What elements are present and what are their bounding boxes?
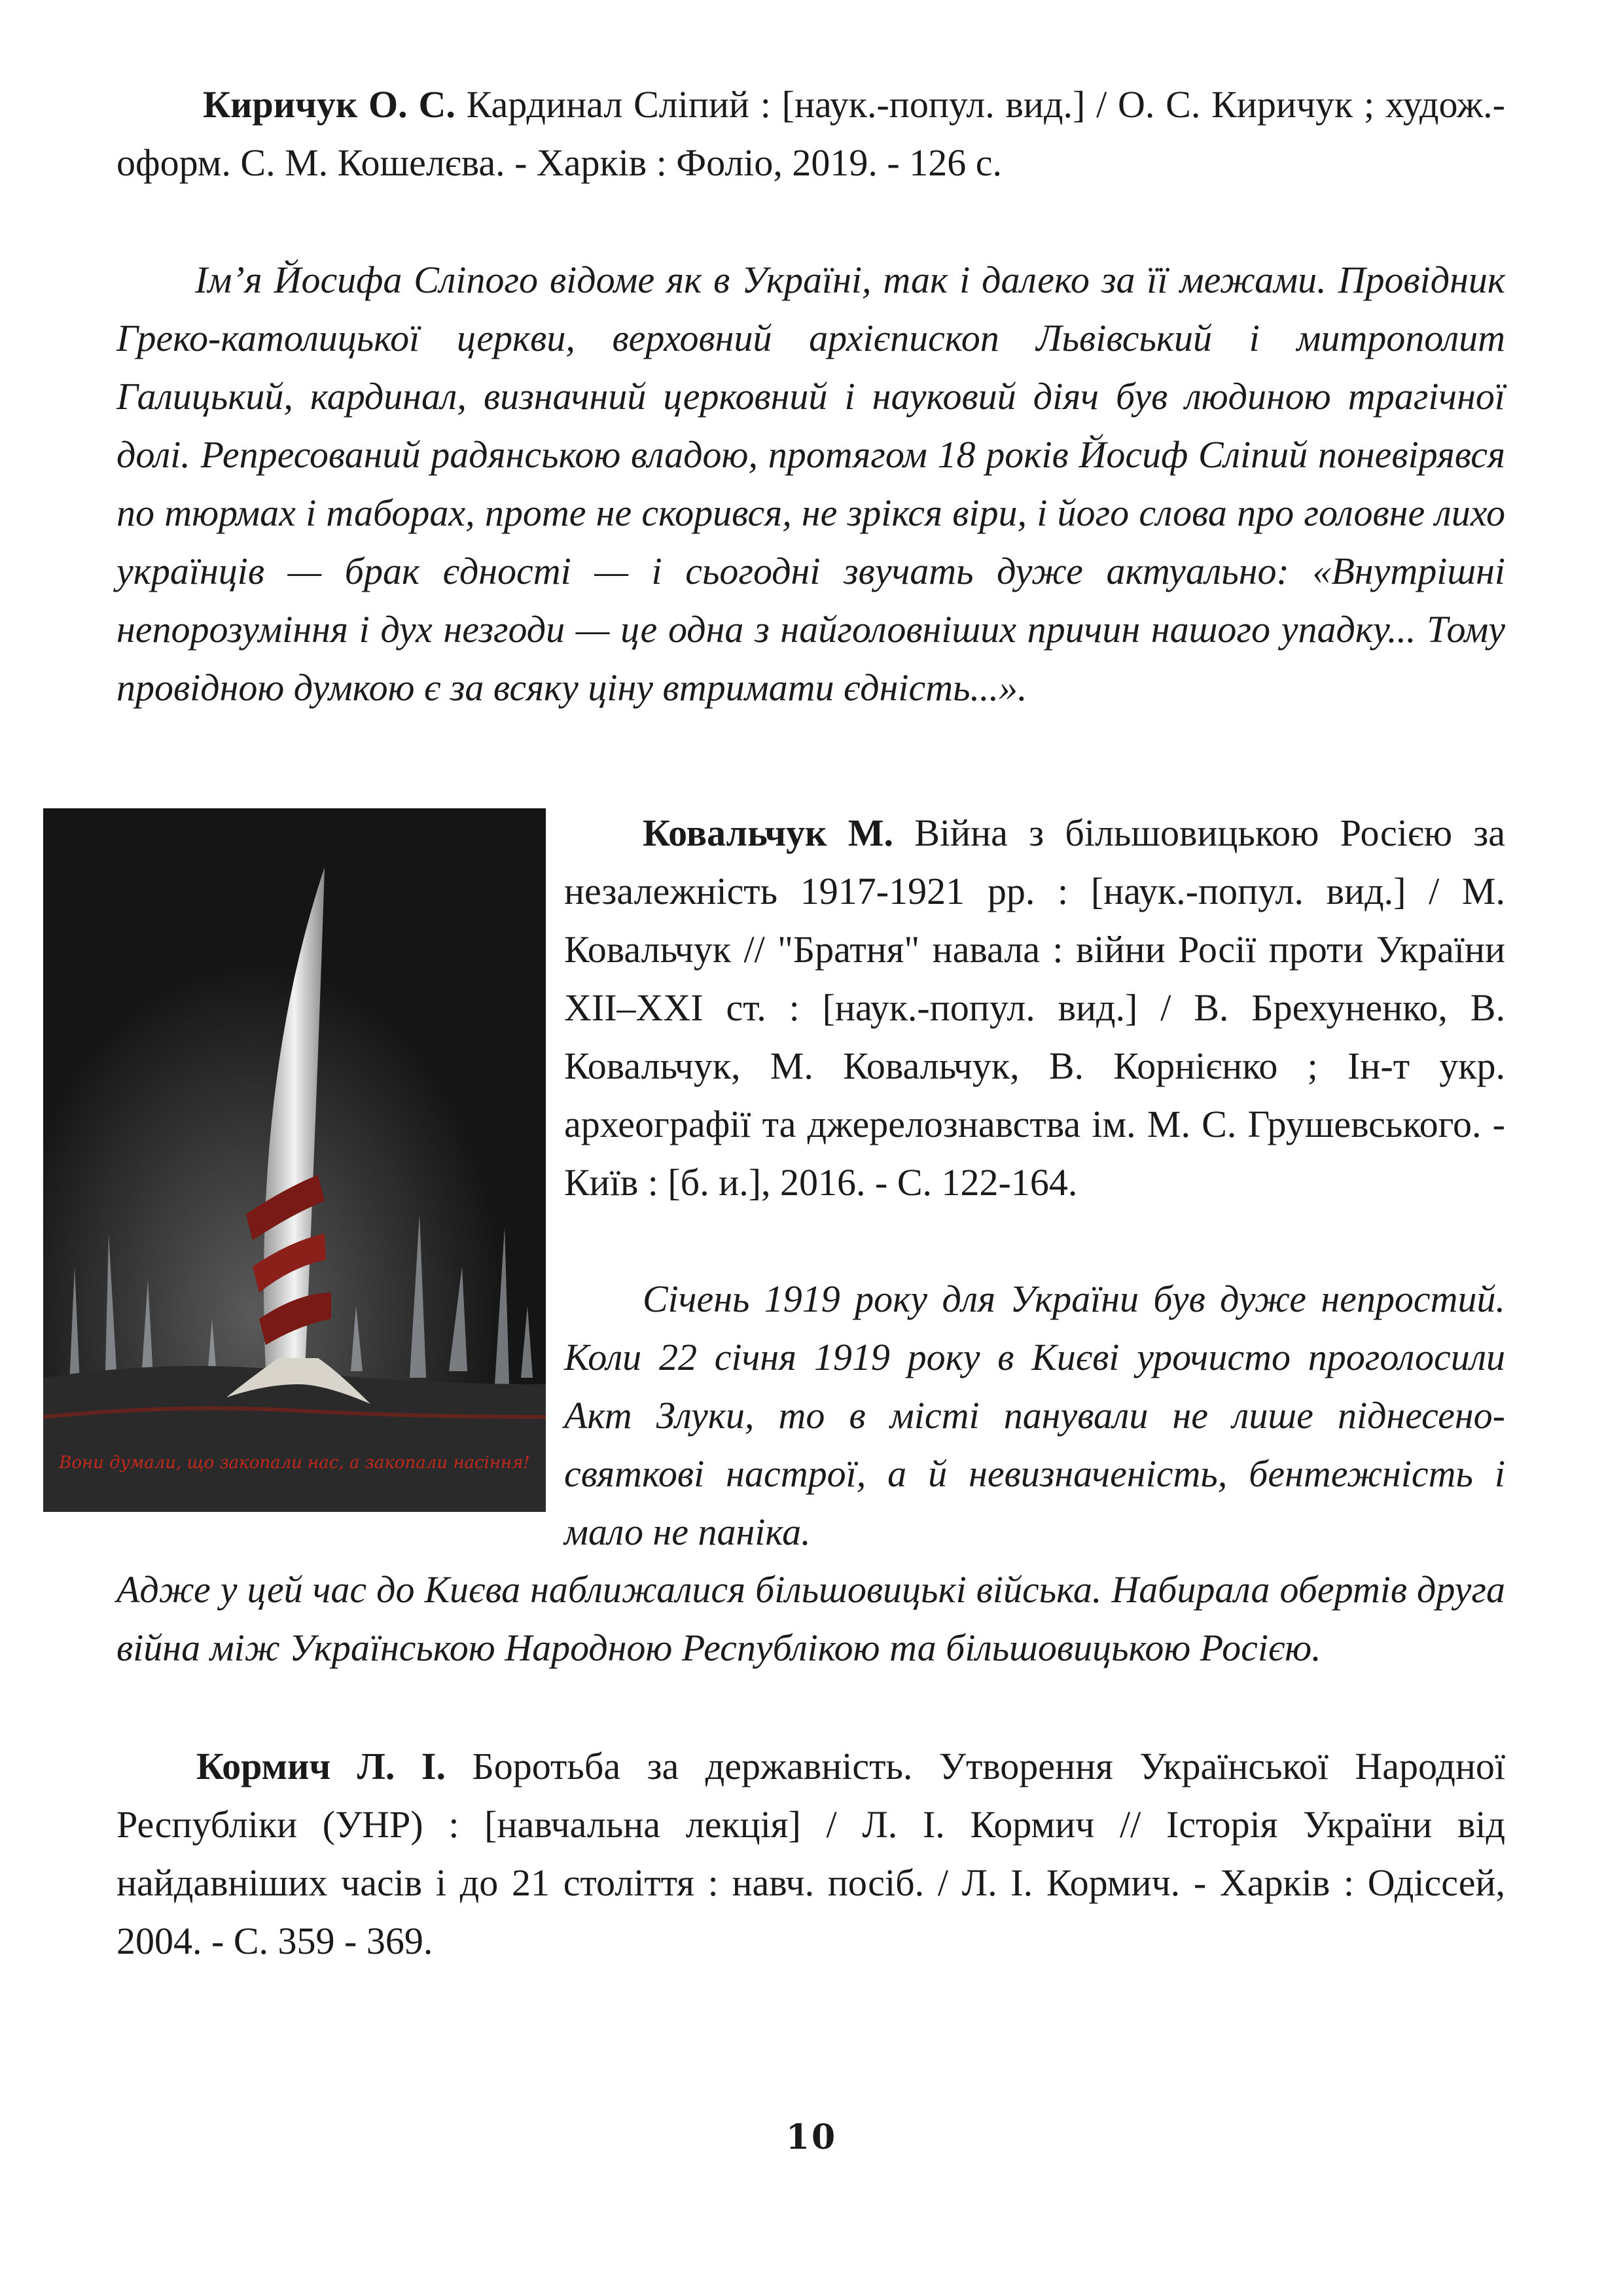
entry-kyrychuk-annotation: Ім’я Йосифа Сліпого відоме як в Україні, так і далеко за її межами. Провідник Греко-католицької церкви, верховний архієпископ Львівський і митрополит Галицький, кардинал, визначний церковний і науковий діяч був людиною трагічної долі. Репресований радянською владою, протягом 18 років Йосиф Сліпий поневірявся по тюрмах і таборах, проте не скорився, не зрікся віри, і його слова про головне лихо українців — брак єдності — і сьогодні звучать дуже актуально: «Внутрішні непорозуміння і дух незгоди — це одна з найголовніших причин нашого упадку... Тому провідною думкою є за всяку ціну втримати єдність...». <box>116 259 1505 709</box>
entry-kormych-citation <box>116 1737 1505 1970</box>
page-number: 10 <box>785 2117 838 2157</box>
citation-text: Війна з більшовицькою Росією за незалежність 1917-1921 рр. : [наук.-попул. вид.] / М. Ковальчук // "Братня" навала : війни Росії проти України XII–XXI ст. : [наук.-попул. вид.] / В. Брехуненко, В. Ковальчук, М. Ковальчук, В. Корнієнко ; Ін-т укр. археографії та джерелознавства ім. М. С. Грушевського. - Київ : [б. и.], 2016. - С. 122-164. <box>564 812 1505 1204</box>
author-name: Кормич Л. І. <box>196 1745 446 1787</box>
author-name: Киричук О. С. <box>203 83 455 126</box>
entry-kovalchuk-citation <box>564 804 1505 1211</box>
author-name: Ковальчук М. <box>643 812 893 854</box>
entry-kyrychuk-citation <box>116 75 1505 192</box>
cover-caption: Вони думали, що закопали нас, а закопали насіння! <box>59 1453 530 1473</box>
entry-kovalchuk-annotation-part1: Січень 1919 року для України був дуже непростий. Коли 22 січня 1919 року в Києві урочисто проголосили Акт Злуки, то в місті панували не лише піднесено-святкові настрої, а й невизначеність, бентежність і мало не паніка. <box>564 1278 1505 1553</box>
book-cover-image <box>43 808 546 1512</box>
citation-text: Кардинал Сліпий : [наук.-попул. вид.] / О. С. Киричук ; худож.-оформ. С. М. Кошелєва. - Харків : Фоліо, 2019. - 126 с. <box>116 83 1505 184</box>
cover-illustration <box>43 808 546 1512</box>
entry-kovalchuk-annotation-part2: Адже у цей час до Києва наближалися більшовицькі війська. Набирала обертів друга війна між Українською Народною Республікою та більшовицькою Росією. <box>116 1568 1505 1669</box>
citation-text: Боротьба за державність. Утворення Української Народної Республіки (УНР) : [навчальна лекція] / Л. І. Кормич // Історія України від найдавніших часів і до 21 століття : навч. посіб. / Л. І. Кормич. - Харків : Одіссей, 2004. - С. 359 - 369. <box>116 1745 1506 1962</box>
